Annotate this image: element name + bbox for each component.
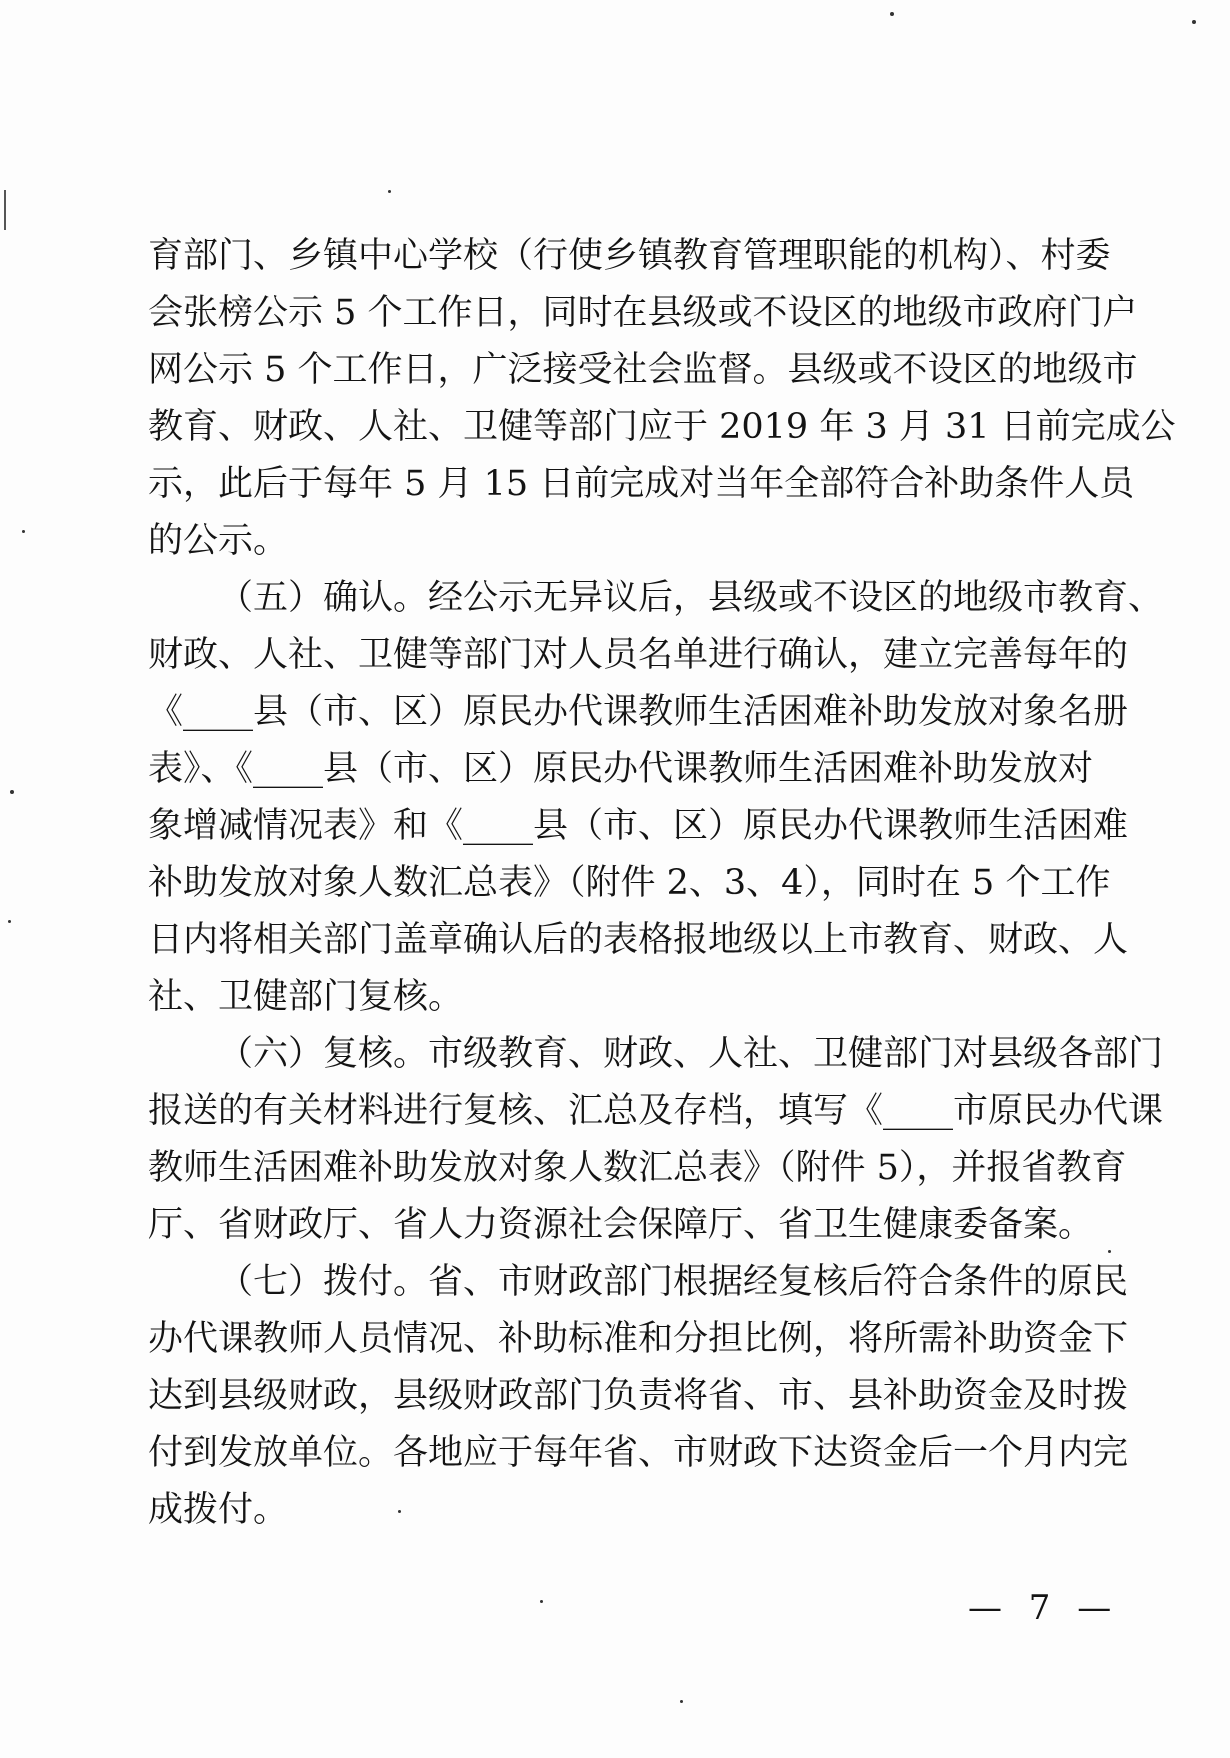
text-line: 财政、人社、卫健等部门对人员名单进行确认，建立完善每年的 xyxy=(148,635,1129,675)
text-line: 网公示 5 个工作日，广泛接受社会监督。县级或不设区的地级市 xyxy=(148,350,1138,390)
text-line: 社、卫健部门复核。 xyxy=(148,977,464,1017)
page-number: — 7 — xyxy=(968,1588,1120,1628)
text-line: 成拨付。 xyxy=(148,1490,289,1530)
text-line: 表》、《____县（市、区）原民办代课教师生活困难补助发放对 xyxy=(148,749,1094,789)
scan-speck xyxy=(10,790,14,794)
text-line: （五）确认。经公示无异议后，县级或不设区的地级市教育、 xyxy=(218,578,1164,618)
text-line: 育部门、乡镇中心学校（行使乡镇教育管理职能的机构）、村委 xyxy=(148,236,1111,276)
text-line: （七）拨付。省、市财政部门根据经复核后符合条件的原民 xyxy=(218,1262,1129,1302)
scan-speck xyxy=(22,530,25,533)
body-text xyxy=(148,228,1176,1539)
text-line: 报送的有关材料进行复核、汇总及存档，填写《____市原民办代课 xyxy=(148,1091,1164,1131)
text-line: 教育、财政、人社、卫健等部门应于 2019 年 3 月 31 日前完成公 xyxy=(148,407,1176,447)
text-line: 日内将相关部门盖章确认后的表格报地级以上市教育、财政、人 xyxy=(148,920,1129,960)
scan-speck xyxy=(890,12,894,16)
text-line: 付到发放单位。各地应于每年省、市财政下达资金后一个月内完 xyxy=(148,1433,1129,1473)
scan-speck xyxy=(8,920,11,923)
text-line: （六）复核。市级教育、财政、人社、卫健部门对县级各部门 xyxy=(218,1034,1164,1074)
text-line: 会张榜公示 5 个工作日，同时在县级或不设区的地级市政府门户 xyxy=(148,293,1138,333)
scan-speck xyxy=(1108,1250,1111,1253)
text-line: 教师生活困难补助发放对象人数汇总表》（附件 5），并报省教育 xyxy=(148,1148,1127,1188)
text-line: 达到县级财政，县级财政部门负责将省、市、县补助资金及时拨 xyxy=(148,1376,1129,1416)
text-line: 厅、省财政厅、省人力资源社会保障厅、省卫生健康委备案。 xyxy=(148,1205,1094,1245)
text-line: 补助发放对象人数汇总表》（附件 2、3、4），同时在 5 个工作 xyxy=(148,863,1111,903)
text-line: 示，此后于每年 5 月 15 日前完成对当年全部符合补助条件人员 xyxy=(148,464,1135,504)
text-line: 的公示。 xyxy=(148,521,289,561)
scan-speck xyxy=(680,1700,683,1703)
text-line: 《____县（市、区）原民办代课教师生活困难补助发放对象名册 xyxy=(148,692,1129,732)
text-line: 象增减情况表》和《____县（市、区）原民办代课教师生活困难 xyxy=(148,806,1129,846)
scan-edge-mark xyxy=(4,190,6,230)
scan-speck xyxy=(1192,20,1196,24)
scan-speck xyxy=(540,1600,543,1603)
scan-speck xyxy=(388,190,391,193)
text-line: 办代课教师人员情况、补助标准和分担比例，将所需补助资金下 xyxy=(148,1319,1129,1359)
